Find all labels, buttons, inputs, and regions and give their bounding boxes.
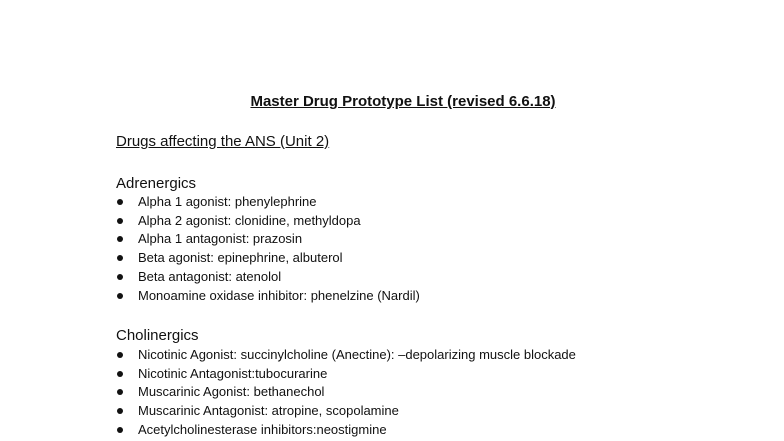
bullet-icon <box>117 255 123 261</box>
list-item <box>116 268 420 287</box>
section-heading-cholinergics: Cholinergics <box>116 327 199 344</box>
bullet-icon <box>117 371 123 377</box>
bullet-icon <box>117 408 123 414</box>
list-item <box>116 346 576 365</box>
list-item <box>116 421 576 440</box>
list-item-text: Muscarinic Antagonist: atropine, scopolamine <box>138 403 399 419</box>
list-item <box>116 383 576 402</box>
bullet-icon <box>117 199 123 205</box>
bullet-icon <box>117 274 123 280</box>
bullet-icon <box>117 389 123 395</box>
list-item-text: Muscarinic Agonist: bethanechol <box>138 384 325 400</box>
list-item-text: Alpha 1 agonist: phenylephrine <box>138 194 317 209</box>
list-item-text: Alpha 1 antagonist: prazosin <box>138 231 303 247</box>
document-title-text: Master Drug Prototype List (revised 6.6.18) <box>250 93 556 110</box>
list-item-text: Beta agonist: epinephrine, albuterol <box>138 250 343 266</box>
list-item <box>116 193 420 212</box>
list-item-text: Alpha 2 agonist: clonidine, methyldopa <box>138 212 361 228</box>
unit-heading: Drugs affecting the ANS (Unit 2) <box>116 133 330 150</box>
list-item <box>116 365 576 384</box>
list-item <box>116 287 420 306</box>
list-item-text: Nicotinic Agonist: succinylcholine (Anectine): –depolarizing muscle blockade <box>138 347 576 362</box>
bullet-icon <box>117 236 123 242</box>
adrenergics-list <box>116 193 420 305</box>
document-title <box>0 92 784 112</box>
cholinergics-list <box>116 346 576 440</box>
list-item <box>116 249 420 268</box>
bullet-icon <box>117 427 123 433</box>
list-item <box>116 402 576 421</box>
list-item-text: Nicotinic Antagonist:tubocurarine <box>138 365 328 381</box>
list-item-text: Beta antagonist: atenolol <box>138 268 282 284</box>
bullet-icon <box>117 218 123 224</box>
list-item-text: Acetylcholinesterase inhibitors:neostigmine <box>138 421 387 437</box>
list-item-text: Monoamine oxidase inhibitor: phenelzine (Nardil) <box>138 287 420 303</box>
list-item <box>116 212 420 231</box>
bullet-icon <box>117 352 123 358</box>
list-item <box>116 230 420 249</box>
bullet-icon <box>117 293 123 299</box>
section-heading-adrenergics: Adrenergics <box>116 175 197 192</box>
